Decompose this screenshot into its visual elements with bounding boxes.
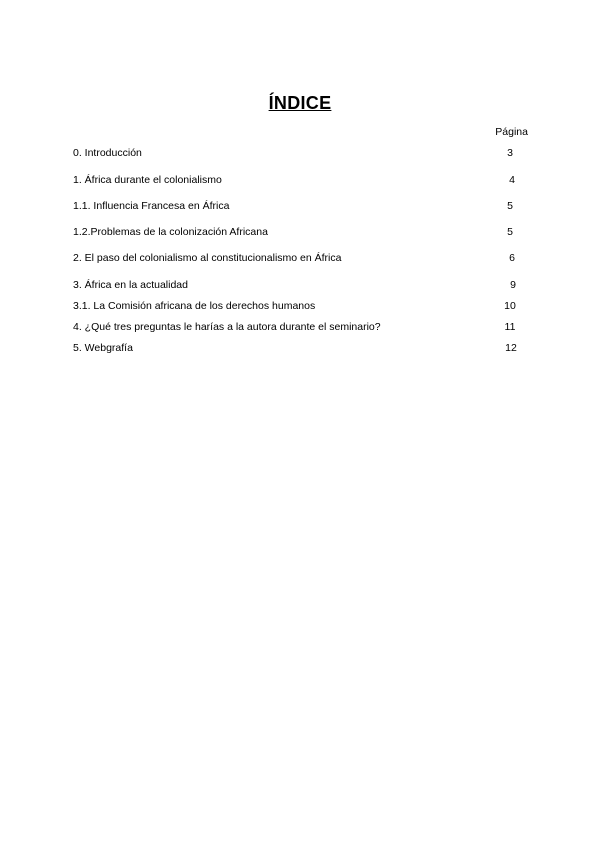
- toc-entry: [73, 278, 523, 292]
- toc-entry-label: 2. El paso del colonialismo al constitucionalismo en África: [73, 252, 342, 264]
- toc-entry: [73, 341, 523, 355]
- toc-entry-label: 3.1. La Comisión africana de los derechos humanos: [73, 300, 316, 312]
- toc-entry: [73, 146, 523, 160]
- toc-entry: [73, 199, 523, 213]
- toc-entry-label: 5. Webgrafía: [73, 342, 133, 354]
- toc-entry: [73, 225, 523, 239]
- toc-entry-label: 1.2.Problemas de la colonización Africana: [73, 226, 268, 238]
- toc-entry-page: 12: [505, 342, 517, 354]
- toc-entry-page: 5: [507, 200, 513, 212]
- toc-entry-page: 4: [509, 174, 515, 186]
- toc-entry-page: 9: [510, 279, 516, 291]
- toc-entry-page: 6: [509, 252, 515, 264]
- toc-entry-page: 5: [507, 226, 513, 238]
- toc-entry-label: 1. África durante el colonialismo: [73, 174, 222, 186]
- toc-entry: [73, 251, 523, 265]
- toc-entry: [73, 299, 523, 313]
- toc-entry-page: 11: [504, 321, 516, 333]
- toc-entry: [73, 173, 523, 187]
- toc-entry-page: 10: [504, 300, 516, 312]
- document-title: ÍNDICE: [268, 93, 332, 113]
- toc-entry: [73, 320, 523, 334]
- toc-entry-label: 0. Introducción: [73, 147, 142, 159]
- toc-entry-label: 1.1. Influencia Francesa en África: [73, 200, 230, 212]
- toc-entry-label: 4. ¿Qué tres preguntas le harías a la autora durante el seminario?: [73, 321, 381, 333]
- page-column-header: Página: [495, 126, 528, 138]
- toc-entry-page: 3: [507, 147, 513, 159]
- toc-entry-label: 3. África en la actualidad: [73, 279, 188, 291]
